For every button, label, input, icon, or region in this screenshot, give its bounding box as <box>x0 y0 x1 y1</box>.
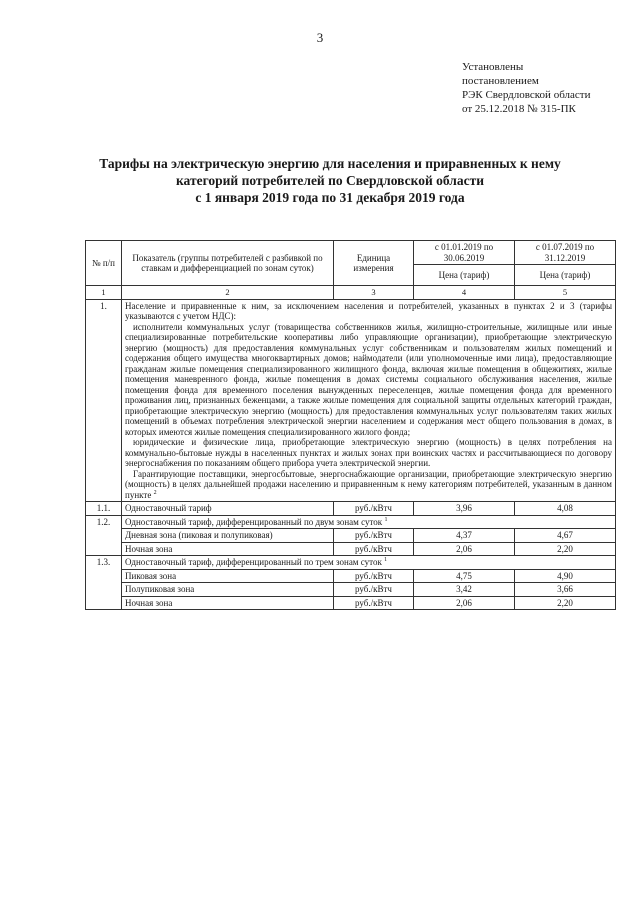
column-number: 2 <box>122 286 334 300</box>
row-value-1: 2,06 <box>414 596 515 610</box>
row-unit: руб./кВтч <box>334 502 414 516</box>
title-line: с 1 января 2019 года по 31 декабря 2019 года <box>195 190 465 205</box>
description-paragraph-last <box>125 469 612 501</box>
footnote-mark: 1 <box>384 557 388 563</box>
description-text: Гарантирующие поставщики, энергосбытовые, энергоснабжающие организации, приобретающие электрическую энергию (мощность) в целях дальнейшей продажи населению и приравненным к нему категориям потребителей, указанным в данном пункте <box>125 468 612 500</box>
row-value-2: 2,20 <box>515 542 616 556</box>
description-paragraph: Население и приравненные к ним, за исключением населения и потребителей, указанных в пунктах 2 и 3 (тарифы указываются с учетом НДС): <box>125 300 612 321</box>
subsection-title <box>122 556 616 570</box>
row-value-2: 2,20 <box>515 596 616 610</box>
subsection-text: Одноставочный тариф, дифференцированный по трем зонам суток <box>125 557 382 567</box>
approval-line: от 25.12.2018 № 315-ПК <box>462 103 576 115</box>
header-period-1: с 01.01.2019 по 30.06.2019 <box>414 241 515 265</box>
row-unit: руб./кВтч <box>334 583 414 597</box>
header-unit: Единица измерения <box>334 241 414 286</box>
row-name: Дневная зона (пиковая и полупиковая) <box>122 529 334 543</box>
row-unit: руб./кВтч <box>334 569 414 583</box>
approval-line: постановлением <box>462 75 539 87</box>
row-unit: руб./кВтч <box>334 542 414 556</box>
row-unit: руб./кВтч <box>334 596 414 610</box>
row-value-1: 3,42 <box>414 583 515 597</box>
row-num: 1.3. <box>86 556 122 610</box>
section-1-num: 1. <box>86 299 122 502</box>
footnote-mark: 1 <box>384 516 388 523</box>
header-indicator: Показатель (группы потребителей с разбивкой по ставкам и дифференциацией по зонам суток) <box>122 241 334 286</box>
column-number: 4 <box>414 286 515 300</box>
row-value-2: 4,67 <box>515 529 616 543</box>
document-title <box>60 155 600 206</box>
row-value-1: 4,37 <box>414 529 515 543</box>
tariff-table <box>85 240 616 610</box>
row-name: Ночная зона <box>122 596 334 610</box>
column-number: 1 <box>86 286 122 300</box>
description-paragraph: исполнители коммунальных услуг (товарищества собственников жилья, жилищно-строительные, жилищные или иные специализированные потребительские кооперативы либо управляющие организации), приобретающие электрическую энергию (мощность) для предоставления коммунальных услуг собственникам и пользователям жилых помещений и содержания общего имущества многоквартирных домов; наймодатели (или уполномоченные ими лица), предоставляющие гражданам жилые помещения специализированного жилищного фонда, включая жилые помещения в общежитиях, жилые помещения маневренного фонда, жилые помещения в домах системы социального обслуживания населения, жилые помещения фонда для временного поселения вынужденных переселенцев, жилые помещения фонда для временного проживания лиц, признанных беженцами, а также жилые помещения для социальной защиты отдельных категорий граждан, приобретающие электрическую энергию (мощность) для предоставления коммунальных услуг пользователям таких жилых помещений в объемах потребления электрической энергии населением и содержания мест общего пользования в домах, в которых имеются жилые помещения специализированного жилого фонда; <box>125 321 612 437</box>
footnote-mark: 2 <box>153 489 157 496</box>
section-1-description <box>122 299 616 502</box>
subsection-text: Одноставочный тариф, дифференцированный по двум зонам суток <box>125 516 383 527</box>
header-price-1: Цена (тариф) <box>414 265 515 286</box>
row-value-2: 4,90 <box>515 569 616 583</box>
header-num: № п/п <box>86 241 122 286</box>
table-row <box>86 515 616 529</box>
row-num: 1.2. <box>86 515 122 556</box>
row-value-2: 4,08 <box>515 502 616 516</box>
page-number: 3 <box>316 30 324 45</box>
approval-stamp <box>462 60 590 116</box>
table-row <box>86 556 616 570</box>
column-number: 5 <box>515 286 616 300</box>
row-num: 1.1. <box>86 502 122 516</box>
title-line: категорий потребителей по Свердловской области <box>175 173 485 188</box>
row-value-2: 3,66 <box>515 583 616 597</box>
approval-line: Установлены <box>462 61 524 73</box>
header-period-2: с 01.07.2019 по 31.12.2019 <box>515 241 616 265</box>
row-name: Одноставочный тариф <box>122 502 334 516</box>
row-unit: руб./кВтч <box>334 529 414 543</box>
row-name: Полупиковая зона <box>122 583 334 597</box>
table-row <box>86 529 616 543</box>
approval-line: РЭК Свердловской области <box>462 89 591 101</box>
row-value-1: 3,96 <box>414 502 515 516</box>
description-paragraph: юридические и физические лица, приобретающие электрическую энергию (мощность) в целях потребления на коммунально-бытовые нужды в населенных пунктах и жилых зонах при воинских частях и рассчитывающиеся по договору энергоснабжения по показаниям общего прибора учета электрической энергии. <box>125 437 612 468</box>
table-row <box>86 583 616 597</box>
table-row <box>86 542 616 556</box>
row-value-1: 4,75 <box>414 569 515 583</box>
table-row <box>86 596 616 610</box>
row-name: Пиковая зона <box>122 569 334 583</box>
title-line: Тарифы на электрическую энергию для населения и приравненных к нему <box>99 156 561 171</box>
table-row <box>86 502 616 516</box>
row-name: Ночная зона <box>122 542 334 556</box>
column-number: 3 <box>334 286 414 300</box>
row-value-1: 2,06 <box>414 542 515 556</box>
subsection-title <box>122 515 616 529</box>
header-price-2: Цена (тариф) <box>515 265 616 286</box>
table-row <box>86 569 616 583</box>
